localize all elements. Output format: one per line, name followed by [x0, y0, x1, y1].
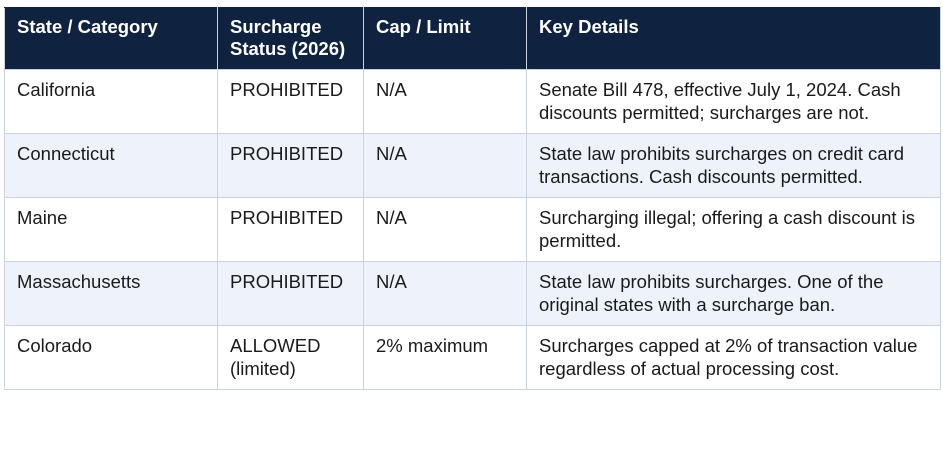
header-cap-limit: Cap / Limit — [364, 8, 527, 70]
cell-details: State law prohibits surcharges. One of the original states with a surcharge ban. — [527, 262, 941, 326]
cell-details: Senate Bill 478, effective July 1, 2024. Cash discounts permitted; surcharges are not. — [527, 70, 941, 134]
table-row — [5, 262, 941, 326]
cell-status: PROHIBITED — [218, 198, 364, 262]
cell-state: Connecticut — [5, 134, 218, 198]
header-key-details: Key Details — [527, 8, 941, 70]
cell-cap: N/A — [364, 198, 527, 262]
cell-cap: 2% maximum — [364, 326, 527, 390]
table-row — [5, 70, 941, 134]
table-row — [5, 198, 941, 262]
cell-state: Maine — [5, 198, 218, 262]
cell-status: ALLOWED (limited) — [218, 326, 364, 390]
surcharge-table-container — [4, 7, 940, 390]
table-header-row — [5, 8, 941, 70]
cell-details: Surcharges capped at 2% of transaction value regardless of actual processing cost. — [527, 326, 941, 390]
header-state-category: State / Category — [5, 8, 218, 70]
surcharge-table — [4, 7, 941, 390]
cell-cap: N/A — [364, 134, 527, 198]
cell-cap: N/A — [364, 262, 527, 326]
cell-details: State law prohibits surcharges on credit card transactions. Cash discounts permitted. — [527, 134, 941, 198]
table-row — [5, 134, 941, 198]
cell-state: California — [5, 70, 218, 134]
cell-status: PROHIBITED — [218, 70, 364, 134]
header-surcharge-status: Surcharge Status (2026) — [218, 8, 364, 70]
cell-state: Colorado — [5, 326, 218, 390]
cell-state: Massachusetts — [5, 262, 218, 326]
cell-status: PROHIBITED — [218, 262, 364, 326]
cell-cap: N/A — [364, 70, 527, 134]
cell-status: PROHIBITED — [218, 134, 364, 198]
cell-details: Surcharging illegal; offering a cash discount is permitted. — [527, 198, 941, 262]
table-row — [5, 326, 941, 390]
